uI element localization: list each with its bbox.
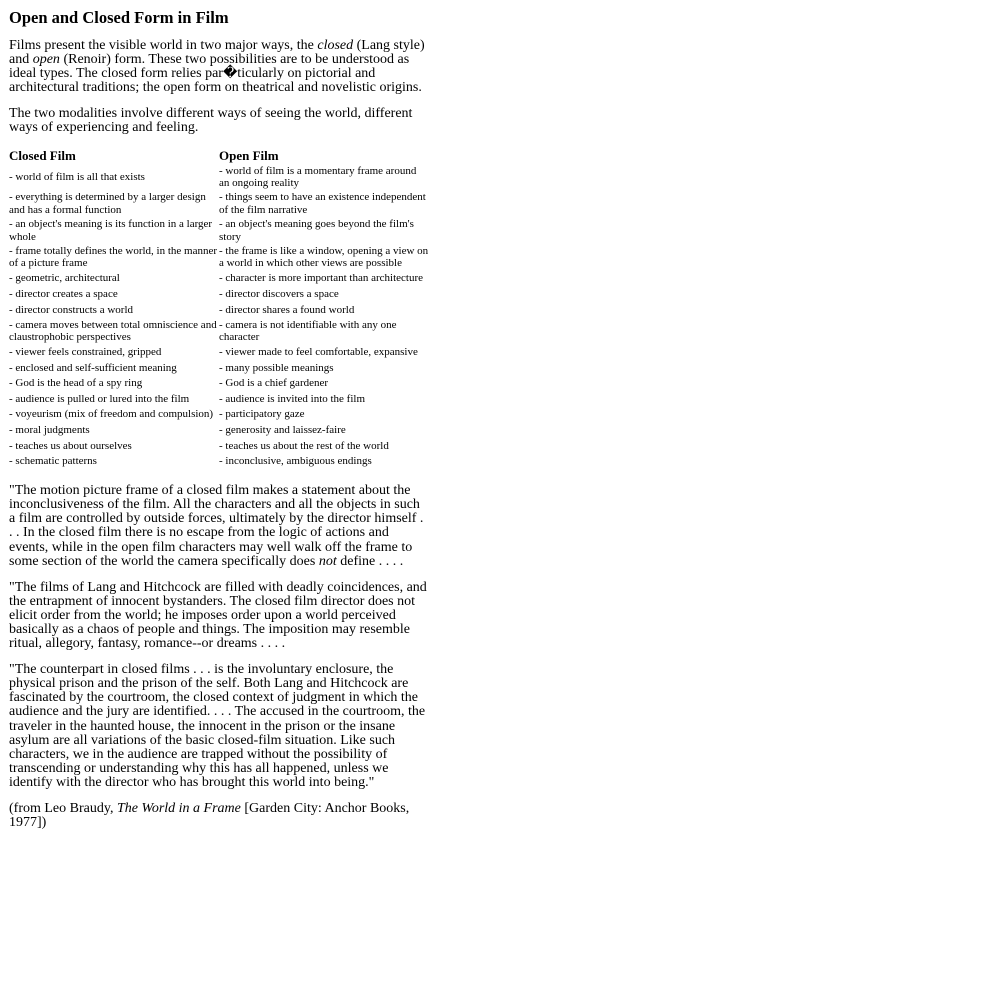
page-title: Open and Closed Form in Film [9,8,229,27]
open-film-header: Open Film [219,147,279,163]
intro-paragraph-1 [9,39,429,95]
closed-emphasis: closed [317,38,354,53]
table-row [9,455,429,469]
citation-prefix: (from Leo Braudy, [9,801,117,817]
open-cell: - participatory gaze [219,408,305,421]
open-cell: - world of film is a momentary frame around an ongoing reality [219,164,417,189]
table-row [9,361,429,375]
closed-cell: - schematic patterns [9,455,97,468]
open-emphasis: open [32,52,60,68]
open-cell: - camera is not identifiable with any one character [219,318,397,343]
intro-text-3: (Renoir) form. These two possibilities are to be understood as ideal types. The closed form relies par�ticularly on pictorial and architectural traditions; the open form on theatrical and novelistic origins. [9,52,422,96]
quote-1-text-b: define . . . . [336,553,404,569]
table-header-row [9,149,429,163]
table-row [9,287,429,301]
intro-paragraph-2: The two modalities involve different ways of seeing the world, different ways of experiencing and feeling. [9,106,413,136]
closed-cell: - everything is determined by a larger design and has a formal function [9,191,206,216]
open-cell: - God is a chief gardener [219,377,329,390]
comparison-table [7,147,431,471]
table-row [9,392,429,406]
closed-cell: - geometric, architectural [9,272,120,285]
closed-cell: - teaches us about ourselves [9,439,132,452]
not-emphasis: not [318,553,337,569]
table-row [9,272,429,286]
closed-cell: - world of film is all that exists [9,170,145,183]
citation-suffix: [Garden City: Anchor Books, 1977]) [9,801,410,831]
open-cell: - an object's meaning goes beyond the film's story [219,218,414,243]
closed-cell: - director constructs a world [9,303,134,316]
open-cell: - audience is invited into the film [219,392,366,405]
closed-cell: - camera moves between total omniscience and claustrophobic perspectives [9,318,217,343]
closed-cell: - audience is pulled or lured into the film [9,392,190,405]
quote-paragraph-1 [9,484,429,569]
table-row [9,408,429,422]
open-cell: - director shares a found world [219,303,355,316]
table-row [9,303,429,317]
table-row [9,423,429,437]
table-row [9,165,429,190]
table-row [9,191,429,216]
closed-cell: - viewer feels constrained, gripped [9,346,162,358]
closed-cell: - director creates a space [9,288,118,300]
table-row [9,319,429,344]
open-cell: - teaches us about the rest of the world [219,439,389,452]
closed-cell: - moral judgments [9,423,90,436]
table-row [9,377,429,391]
table-row [9,218,429,243]
closed-cell: - enclosed and self-sufficient meaning [9,361,177,374]
book-title: The World in a Frame [116,801,241,817]
closed-cell: - God is the head of a spy ring [9,377,143,390]
open-cell: - director discovers a space [219,288,339,300]
open-cell: - many possible meanings [219,361,334,374]
document-page [9,0,429,830]
intro-text-1: Films present the visible world in two major ways, the [9,38,318,53]
closed-cell: - frame totally defines the world, in the manner of a picture frame [9,245,218,270]
open-cell: - viewer made to feel comfortable, expansive [219,346,418,358]
quote-paragraph-3: "The counterpart in closed films . . . is the involuntary enclosure, the physical prison and the prison of the self. Both Lang and Hitchcock are fascinated by the courtroom, the closed context of judgment in which the audience and the jury are identified. . . . The accused in the courtroom, the traveler in the haunted house, the innocent in the prison or the insane asylum are all variations of the basic closed-film situation. Like such characters, we in the audience are trapped without the possibility of transcending or understanding why this has all happened, unless we identify with the director who has brought this world into being." [9,662,426,790]
open-cell: - generosity and laissez-faire [219,423,346,436]
quote-1-text-a: "The motion picture frame of a closed film makes a statement about the inconclusiveness of the film. All the characters and all the objects in such a film are controlled by outside forces, ultimately by the director himself . . . In the closed film there is no escape from the logic of actions and events, while in the open film characters may well walk off the frame to some section of the world the camera specifically does [9,483,424,569]
open-cell: - the frame is like a window, opening a view on a world in which other views are possible [219,245,429,270]
table-row [9,439,429,453]
closed-cell: - an object's meaning is its function in a larger whole [9,218,213,243]
closed-cell: - voyeurism (mix of freedom and compulsion) [9,408,214,421]
quote-paragraph-2: "The films of Lang and Hitchcock are filled with deadly coincidences, and the entrapment of innocent bystanders. The closed film director does not elicit order from the world; he imposes order upon a world perceived basically as a chaos of people and things. The imposition may resemble ritual, allegory, fantasy, romance--or dreams . . . . [9,579,427,652]
table-row [9,345,429,359]
intro-text-2: (Lang style) and [9,38,425,68]
open-cell: - inconclusive, ambiguous endings [219,455,372,468]
citation [9,802,429,830]
table-row [9,245,429,270]
open-cell: - things seem to have an existence independent of the film narrative [219,191,426,216]
open-cell: - character is more important than architecture [219,272,424,285]
closed-film-header: Closed Film [9,147,76,163]
